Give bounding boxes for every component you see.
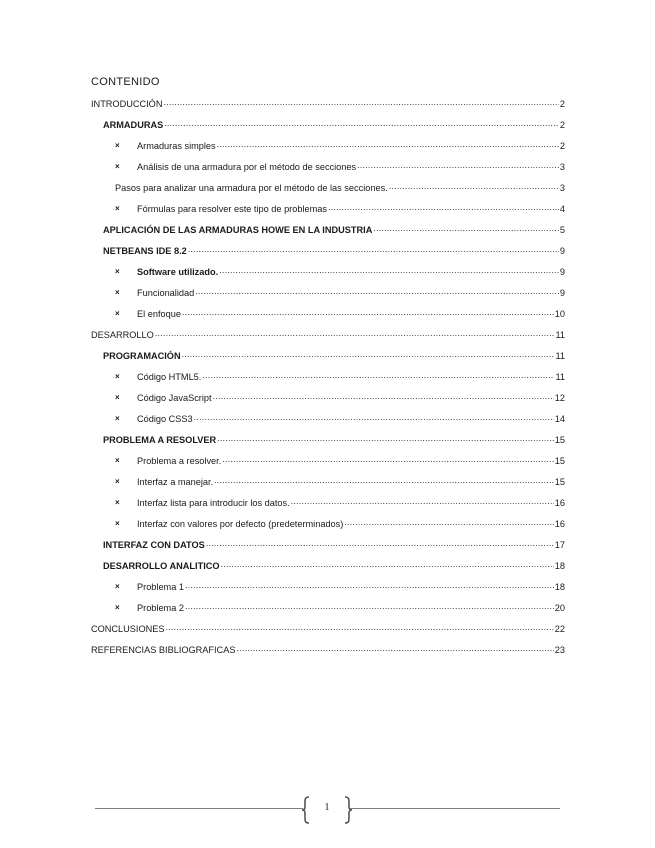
toc-entry[interactable]	[91, 618, 565, 639]
toc-entry-page: 9	[559, 245, 565, 256]
dot-leader	[206, 541, 554, 551]
toc-entry-page: 12	[554, 392, 565, 403]
x-bullet-icon: ×	[115, 477, 120, 486]
toc-entry-page: 18	[554, 581, 565, 592]
toc-entry[interactable]	[91, 198, 565, 219]
toc-title: CONTENIDO	[91, 76, 160, 88]
toc-entry[interactable]	[91, 366, 565, 387]
dot-leader	[222, 457, 554, 467]
toc-entry-label: Problema a resolver.	[137, 455, 222, 466]
toc-entry-label: INTERFAZ CON DATOS	[103, 539, 205, 550]
footer-rule-left	[95, 808, 303, 809]
toc-entry-label: Problema 2	[137, 602, 184, 613]
toc-entry-page: 15	[554, 434, 565, 445]
dot-leader	[357, 163, 559, 173]
toc-entry[interactable]	[91, 555, 565, 576]
toc-entry-label: Fórmulas para resolver este tipo de problemas	[137, 203, 327, 214]
dot-leader	[182, 352, 555, 362]
left-brace-icon	[300, 796, 312, 824]
toc-entry-page: 11	[555, 350, 565, 361]
toc-entry-label: Funcionalidad	[137, 287, 195, 298]
toc-entry-page: 9	[559, 287, 565, 298]
toc-entry[interactable]	[91, 240, 565, 261]
toc-entry-label: REFERENCIAS BIBLIOGRAFICAS	[91, 644, 236, 655]
x-bullet-icon: ×	[115, 288, 120, 297]
toc-entry-page: 20	[554, 602, 565, 613]
dot-leader	[164, 121, 559, 131]
dot-leader	[214, 478, 554, 488]
toc-entry-page: 11	[555, 371, 565, 382]
toc-entry-label: PROBLEMA A RESOLVER	[103, 434, 217, 445]
toc-entry-label: DESARROLLO	[91, 329, 154, 340]
toc-entry[interactable]	[91, 639, 565, 660]
toc-entry[interactable]	[91, 534, 565, 555]
toc-entry-page: 2	[559, 140, 565, 151]
dot-leader	[155, 331, 555, 341]
dot-leader	[219, 268, 559, 278]
dot-leader	[213, 394, 554, 404]
toc-entry-label: Interfaz con valores por defecto (predeterminados)	[137, 518, 344, 529]
x-bullet-icon: ×	[115, 267, 120, 276]
dot-leader	[202, 373, 554, 383]
footer-rule-right	[350, 808, 560, 809]
toc-entry-label: DESARROLLO ANALITICO	[103, 560, 220, 571]
dot-leader	[221, 562, 554, 572]
right-brace-icon	[342, 796, 354, 824]
toc-entry[interactable]	[91, 219, 565, 240]
toc-entry-page: 22	[554, 623, 565, 634]
toc-entry[interactable]	[91, 492, 565, 513]
x-bullet-icon: ×	[115, 456, 120, 465]
x-bullet-icon: ×	[115, 603, 120, 612]
toc-entry-page: 15	[554, 476, 565, 487]
toc-entry-page: 2	[559, 119, 565, 130]
toc-entry[interactable]	[91, 177, 565, 198]
toc-entry-page: 18	[554, 560, 565, 571]
page-footer	[0, 796, 655, 824]
toc-entry-page: 2	[559, 98, 565, 109]
toc-entry[interactable]	[91, 156, 565, 177]
toc-entry-page: 3	[559, 161, 565, 172]
x-bullet-icon: ×	[115, 141, 120, 150]
x-bullet-icon: ×	[115, 498, 120, 507]
toc-entry-label: Código HTML5.	[137, 371, 202, 382]
toc-entry-label: Problema 1	[137, 581, 184, 592]
toc-entry-label: Código CSS3	[137, 413, 193, 424]
dot-leader	[185, 583, 554, 593]
table-of-contents	[91, 93, 565, 660]
toc-entry-label: Software utilizado.	[137, 266, 219, 277]
x-bullet-icon: ×	[115, 519, 120, 528]
toc-entry[interactable]	[91, 261, 565, 282]
toc-entry-label: Interfaz a manejar.	[137, 476, 214, 487]
toc-entry-page: 14	[554, 413, 565, 424]
dot-leader	[344, 520, 553, 530]
toc-entry-page: 16	[554, 518, 565, 529]
toc-entry[interactable]	[91, 387, 565, 408]
toc-entry-page: 17	[554, 539, 565, 550]
dot-leader	[236, 646, 553, 656]
page-number: 1	[324, 802, 330, 813]
dot-leader	[185, 604, 554, 614]
toc-entry-label: El enfoque	[137, 308, 181, 319]
toc-entry[interactable]	[91, 471, 565, 492]
x-bullet-icon: ×	[115, 393, 120, 402]
toc-entry[interactable]	[91, 93, 565, 114]
dot-leader	[188, 247, 559, 257]
dot-leader	[182, 310, 554, 320]
toc-entry-label: Pasos para analizar una armadura por el método de las secciones.	[115, 182, 388, 193]
toc-entry-page: 3	[559, 182, 565, 193]
toc-entry-label: CONCLUSIONES	[91, 623, 165, 634]
toc-entry-page: 5	[559, 224, 565, 235]
toc-entry-page: 16	[554, 497, 565, 508]
x-bullet-icon: ×	[115, 204, 120, 213]
toc-entry[interactable]	[91, 345, 565, 366]
dot-leader	[217, 436, 554, 446]
dot-leader	[195, 289, 559, 299]
toc-entry-page: 4	[559, 203, 565, 214]
toc-entry[interactable]	[91, 576, 565, 597]
toc-entry-page: 9	[559, 266, 565, 277]
toc-entry-label: Armaduras simples	[137, 140, 216, 151]
toc-entry-label: INTRODUCCIÓN	[91, 98, 163, 109]
toc-entry-label: ARMADURAS	[103, 119, 164, 130]
toc-entry-label: APLICACIÓN DE LAS ARMADURAS HOWE EN LA INDUSTRIA	[103, 224, 373, 235]
toc-entry[interactable]	[91, 597, 565, 618]
toc-entry[interactable]	[91, 429, 565, 450]
toc-entry-label: Interfaz lista para introducir los datos.	[137, 497, 290, 508]
toc-entry[interactable]	[91, 513, 565, 534]
toc-entry[interactable]	[91, 303, 565, 324]
x-bullet-icon: ×	[115, 414, 120, 423]
toc-entry[interactable]	[91, 135, 565, 156]
toc-entry-label: PROGRAMACIÓN	[103, 350, 181, 361]
x-bullet-icon: ×	[115, 582, 120, 591]
toc-entry[interactable]	[91, 324, 565, 345]
dot-leader	[328, 205, 559, 215]
dot-leader	[163, 100, 558, 110]
toc-entry[interactable]	[91, 408, 565, 429]
dot-leader	[389, 184, 559, 194]
x-bullet-icon: ×	[115, 309, 120, 318]
toc-entry-label: NETBEANS IDE 8.2	[103, 245, 187, 256]
dot-leader	[217, 142, 559, 152]
toc-entry[interactable]	[91, 450, 565, 471]
dot-leader	[291, 499, 554, 509]
toc-entry-page: 11	[555, 329, 565, 340]
toc-entry-label: Análisis de una armadura por el método de secciones	[137, 161, 357, 172]
dot-leader	[166, 625, 554, 635]
dot-leader	[373, 226, 559, 236]
dot-leader	[194, 415, 554, 425]
toc-entry[interactable]	[91, 282, 565, 303]
x-bullet-icon: ×	[115, 372, 120, 381]
toc-entry-label: Código JavaScript	[137, 392, 212, 403]
toc-entry-page: 23	[554, 644, 565, 655]
toc-entry-page: 10	[554, 308, 565, 319]
toc-entry-page: 15	[554, 455, 565, 466]
x-bullet-icon: ×	[115, 162, 120, 171]
toc-entry[interactable]	[91, 114, 565, 135]
